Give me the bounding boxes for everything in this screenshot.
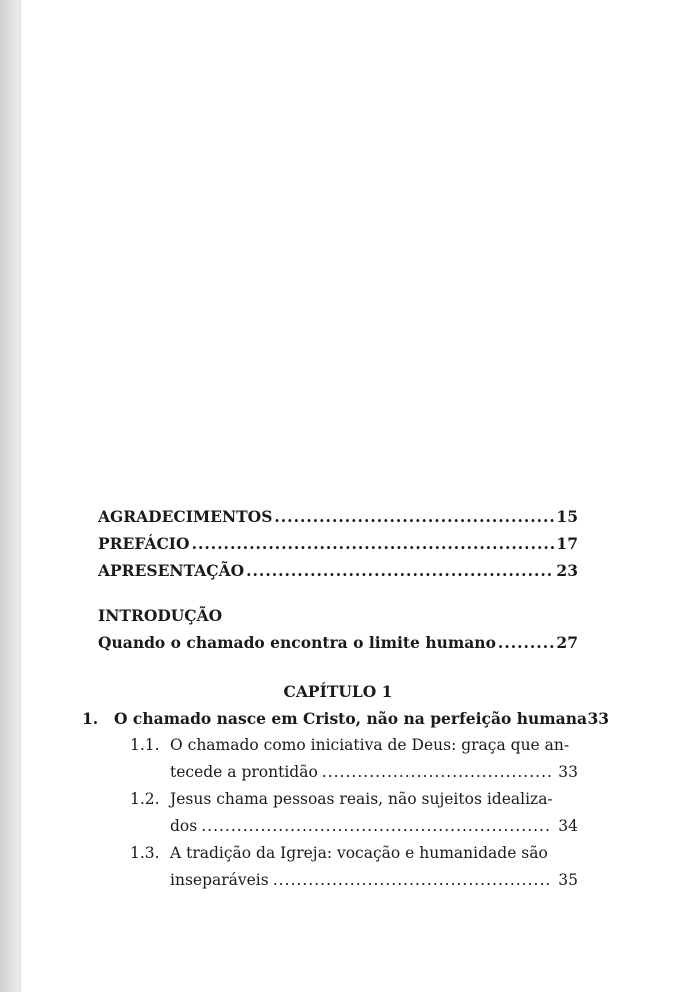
section-label-line1: A tradição da Igreja: vocação e humanidade são bbox=[170, 844, 548, 862]
leader-dots bbox=[273, 867, 552, 894]
chapter-title: CAPÍTULO 1 bbox=[283, 682, 393, 701]
section-label-line1: Jesus chama pessoas reais, não sujeitos idealiza- bbox=[170, 790, 553, 808]
section-label-line2: dos bbox=[170, 817, 198, 835]
section-label-line1: O chamado como iniciativa de Deus: graça que an- bbox=[170, 736, 570, 754]
toc-entry-section-1-3[interactable] bbox=[130, 840, 578, 894]
chapter-number: 1. bbox=[82, 709, 99, 728]
leader-dots bbox=[201, 813, 552, 840]
toc-entry-chapter-1[interactable] bbox=[82, 705, 610, 732]
toc-page-number: 15 bbox=[556, 507, 578, 526]
leader-dots bbox=[322, 759, 552, 786]
page-spine-shadow bbox=[0, 0, 22, 992]
toc-entry-prefacio[interactable] bbox=[98, 530, 578, 557]
toc-page-number: 35 bbox=[558, 871, 578, 889]
toc-page-number: 33 bbox=[587, 709, 610, 728]
toc-page-number: 34 bbox=[558, 817, 578, 835]
section-number: 1.2. bbox=[130, 790, 160, 808]
toc-entry-section-1-2[interactable] bbox=[130, 786, 578, 840]
section-number: 1.1. bbox=[130, 736, 160, 754]
toc-page-number: 33 bbox=[558, 763, 578, 781]
leader-dots bbox=[498, 629, 554, 656]
leader-dots bbox=[274, 503, 554, 530]
toc-entry-agradecimentos[interactable] bbox=[98, 503, 578, 530]
leader-dots bbox=[192, 530, 554, 557]
toc-entry-introducao[interactable] bbox=[98, 629, 578, 656]
intro-heading: INTRODUÇÃO bbox=[98, 606, 223, 625]
toc-entry-label: Quando o chamado encontra o limite humano bbox=[98, 633, 496, 652]
section-label-line2: tecede a prontidão bbox=[170, 763, 318, 781]
section-label-line2: inseparáveis bbox=[170, 871, 269, 889]
toc-page-number: 27 bbox=[556, 633, 578, 652]
section-number: 1.3. bbox=[130, 844, 160, 862]
chapter-label: O chamado nasce em Cristo, não na perfeição humana bbox=[114, 709, 588, 728]
toc-entry-label: AGRADECIMENTOS bbox=[98, 507, 273, 526]
toc-page-number: 23 bbox=[556, 561, 578, 580]
table-of-contents bbox=[82, 503, 610, 894]
toc-entry-label: PREFÁCIO bbox=[98, 534, 190, 553]
toc-entry-section-1-1[interactable] bbox=[130, 732, 578, 786]
leader-dots bbox=[246, 557, 554, 584]
toc-page-number: 17 bbox=[556, 534, 578, 553]
toc-entry-apresentacao[interactable] bbox=[98, 557, 578, 584]
toc-entry-label: APRESENTAÇÃO bbox=[98, 561, 245, 580]
